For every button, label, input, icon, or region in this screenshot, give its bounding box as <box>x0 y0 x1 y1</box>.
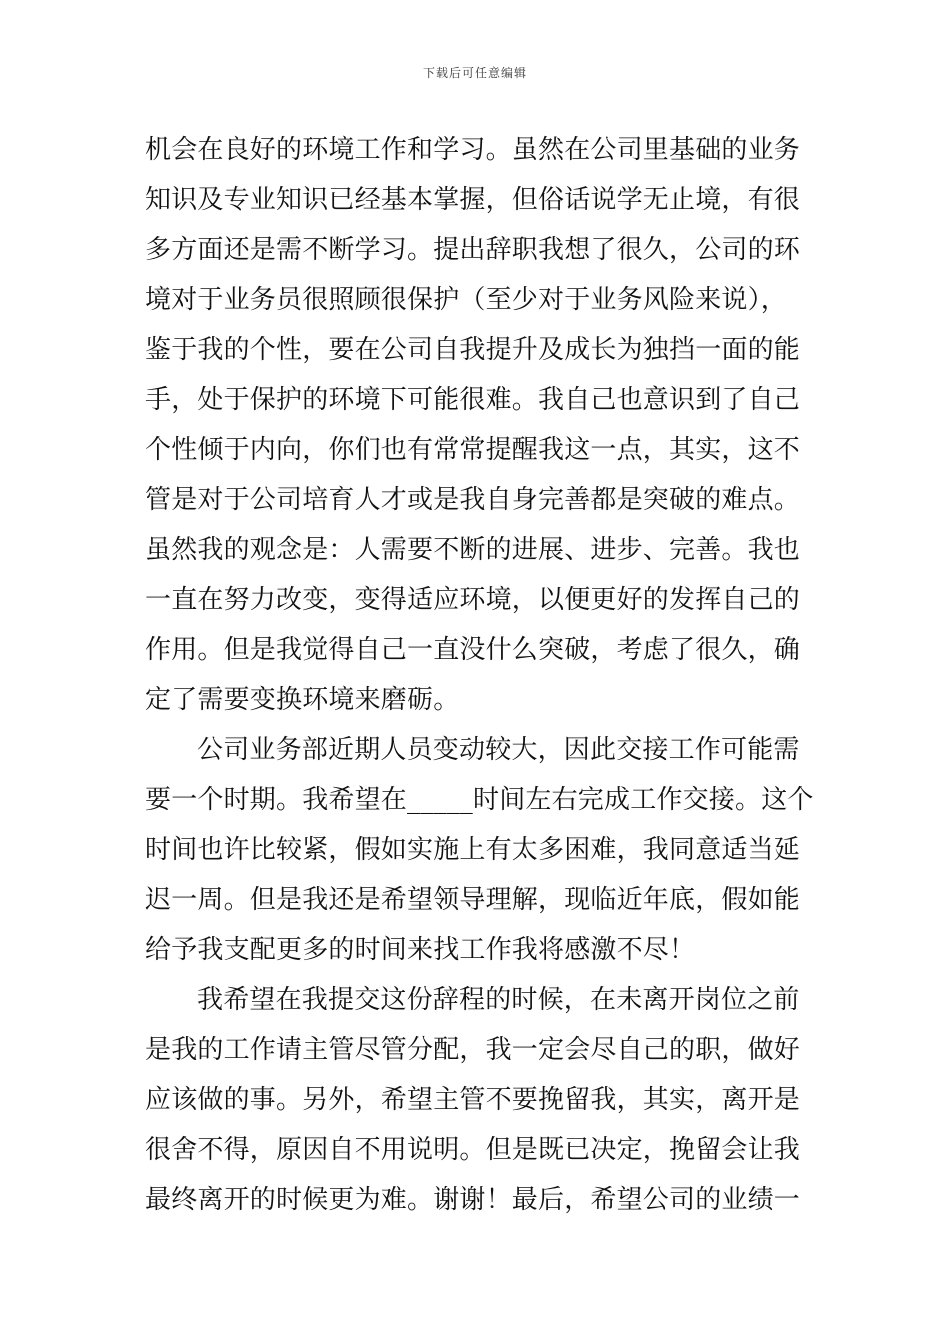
text-line: 很舍不得，原因自不用说明。但是既已决定，挽留会让我 <box>145 1135 801 1165</box>
text-line: 虽然我的观念是：人需要不断的进展、进步、完善。我也 <box>145 535 801 565</box>
text-line: 公司业务部近期人员变动较大，因此交接工作可能需 <box>197 735 800 765</box>
text-line: 知识及专业知识已经基本掌握，但俗话说学无止境，有很 <box>145 185 801 215</box>
page-header: 下载后可任意编辑 <box>422 66 527 80</box>
text-line: 定了需要变换环境来磨砺。 <box>145 685 460 715</box>
text-line: 手，处于保护的环境下可能很难。我自己也意识到了自己 <box>145 385 801 415</box>
text-line: 机会在良好的环境工作和学习。虽然在公司里基础的业务 <box>145 135 801 165</box>
text-line: 多方面还是需不断学习。提出辞职我想了很久，公司的环 <box>145 235 801 265</box>
text-line: 境对于业务员很照顾很保护（至少对于业务风险来说）， <box>145 285 788 315</box>
text-line: 应该做的事。另外，希望主管不要挽留我，其实，离开是 <box>145 1085 801 1115</box>
text-line: 迟一周。但是我还是希望领导理解，现临近年底，假如能 <box>145 885 801 915</box>
text-line: 作用。但是我觉得自己一直没什么突破，考虑了很久，确 <box>145 635 801 665</box>
paragraph-2 <box>145 725 814 975</box>
text-line: 给予我支配更多的时间来找工作我将感激不尽！ <box>145 935 696 965</box>
paragraph-3 <box>145 975 810 1225</box>
text-line: 最终离开的时候更为难。谢谢！最后，希望公司的业绩一 <box>145 1185 801 1215</box>
text-line: 一直在努力改变，变得适应环境，以便更好的发挥自己的 <box>145 585 801 615</box>
text-line: 我希望在我提交这份辞程的时候，在未离开岗位之前 <box>197 985 800 1015</box>
document-body <box>145 125 814 1225</box>
text-line: 管是对于公司培育人才或是我自身完善都是突破的难点。 <box>145 485 801 515</box>
paragraph-1 <box>145 125 810 725</box>
text-line: 是我的工作请主管尽管分配，我一定会尽自己的职，做好 <box>145 1035 801 1065</box>
text-line: 时间也许比较紧，假如实施上有太多困难，我同意适当延 <box>145 835 801 865</box>
text-line: 鉴于我的个性，要在公司自我提升及成长为独挡一面的能 <box>145 335 801 365</box>
text-line: 要一个时期。我希望在_____时间左右完成工作交接。这个 <box>145 785 814 815</box>
text-line: 个性倾于内向，你们也有常常提醒我这一点，其实，这不 <box>145 435 801 465</box>
